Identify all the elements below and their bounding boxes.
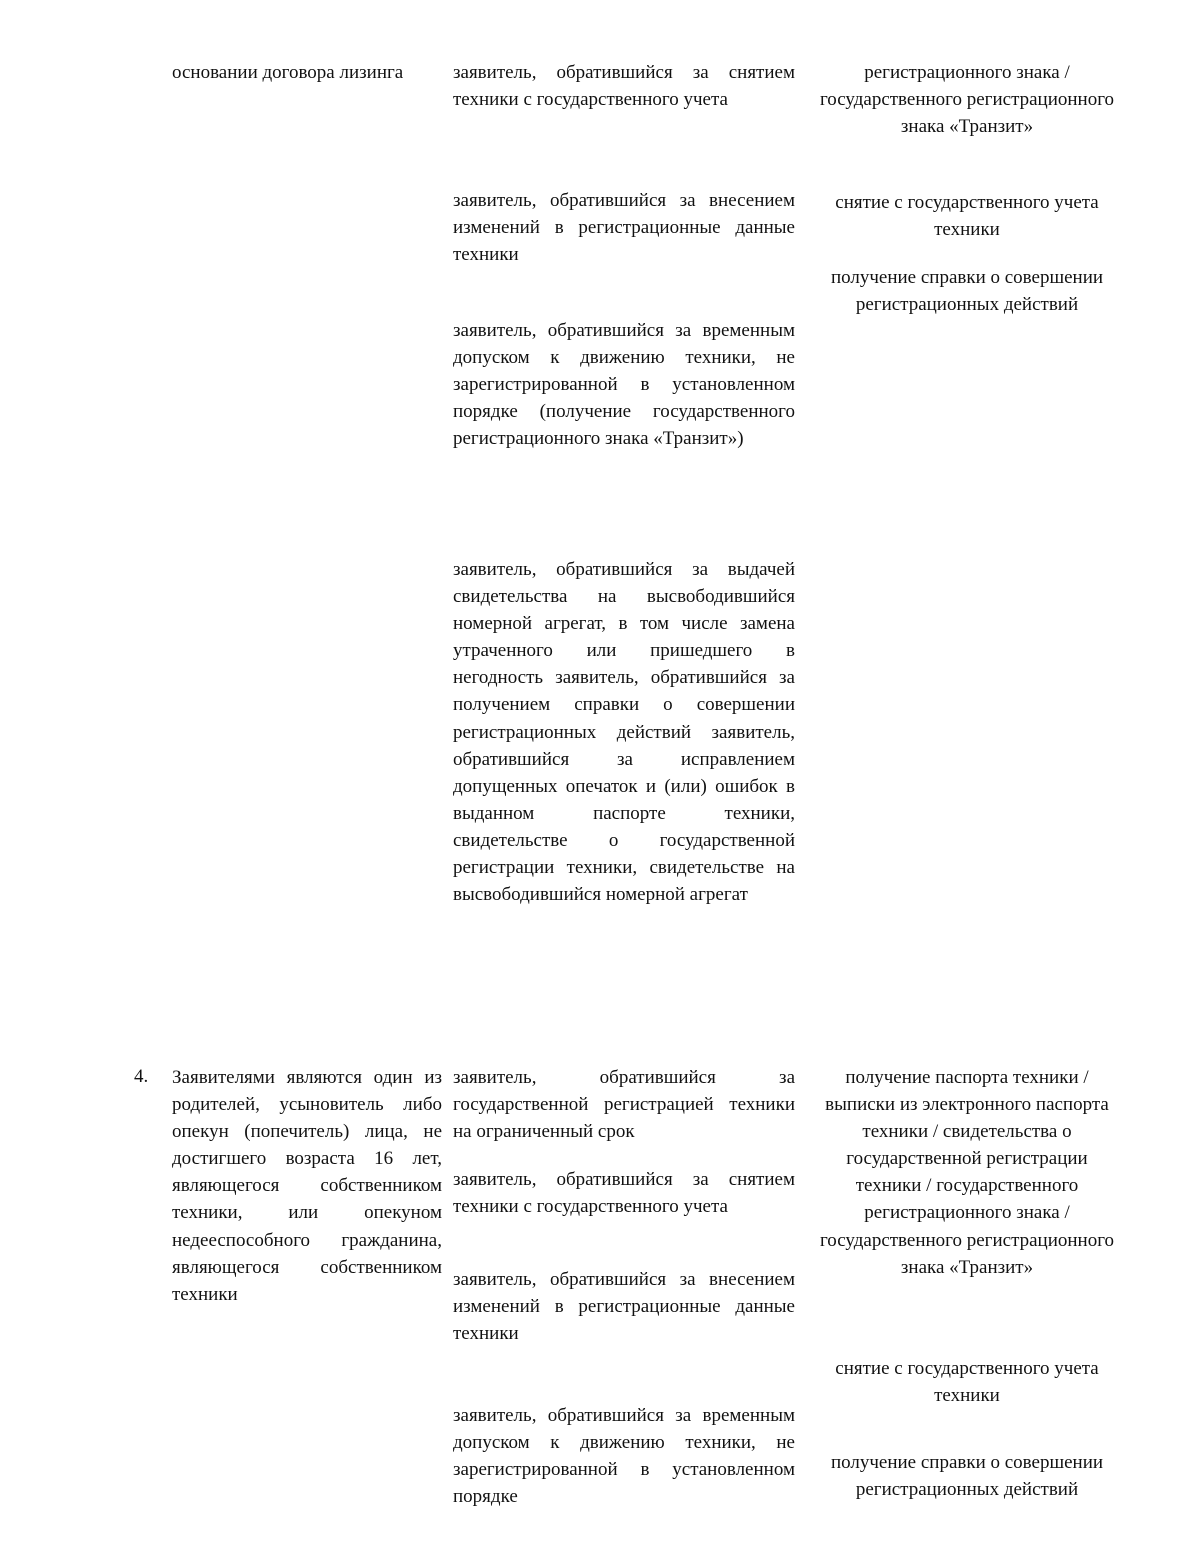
row3-result-item-1: регистрационного знака / государственного регистрационного знака «Транзит» bbox=[819, 62, 1115, 138]
row3-applicant-item-3: заявитель, обратившийся за временным допуском к движению техники, не зарегистрированной в установленном порядке (получение государственного регистрационного знака «Транзит») bbox=[453, 320, 795, 450]
row4-result-item-2: снятие с государственного учета техники bbox=[835, 1358, 1099, 1407]
row3-applicant-item-2: заявитель, обратившийся за внесением изменений в регистрационные данные техники bbox=[453, 190, 795, 266]
row3-col1-text: основании договора лизинга bbox=[172, 62, 404, 83]
row4-applicant-item-2: заявитель, обратившийся за снятием техники с государственного учета bbox=[453, 1169, 795, 1218]
row4-result-item-3: получение справки о совершении регистрационных действий bbox=[830, 1452, 1104, 1501]
row4-applicant-item-4: заявитель, обратившийся за временным допуском к движению техники, не зарегистрированной в установленном порядке bbox=[453, 1405, 795, 1508]
row3-result-item-3: получение справки о совершении регистрационных действий bbox=[830, 267, 1104, 316]
row4-number: 4. bbox=[134, 1066, 149, 1087]
row4-applicant-category: Заявителями являются один из родителей, усыновитель либо опекун (попечитель) лица, не достигшего возраста 16 лет, являющегося собственником техники, или опекуном недееспособного гражданина, являющегося собственником техники bbox=[172, 1067, 442, 1305]
row3-result-item-2: снятие с государственного учета техники bbox=[835, 192, 1099, 241]
row4-result-item-1: получение паспорта техники / выписки из электронного паспорта техники / свидетельства о государственной регистрации техники / государственного регистрационного знака / государственного регистрационного знака «Транзит» bbox=[819, 1067, 1115, 1278]
row3-applicant-category bbox=[172, 59, 442, 86]
row3-applicant-item-4: заявитель, обратившийся за выдачей свидетельства на высвободившийся номерной агрегат, в том числе замена утраченного или пришедшего в негодность заявитель, обратившийся за получением справки о совершении регистрационных действий заявитель, обратившийся за исправлением допущенных опечаток и (или) ошибок в выданном паспорте техники, свидетельстве о государственной регистрации техники, свидетельстве на высвободившийся номерной агрегат bbox=[453, 559, 795, 906]
row4-applicant-item-1: заявитель, обратившийся за государственной регистрацией техники на ограниченный срок bbox=[453, 1067, 795, 1143]
row3-applicant-item-1: заявитель, обратившийся за снятием техники с государственного учета bbox=[453, 62, 795, 111]
row4-applicant-item-3: заявитель, обратившийся за внесением изменений в регистрационные данные техники bbox=[453, 1269, 795, 1345]
